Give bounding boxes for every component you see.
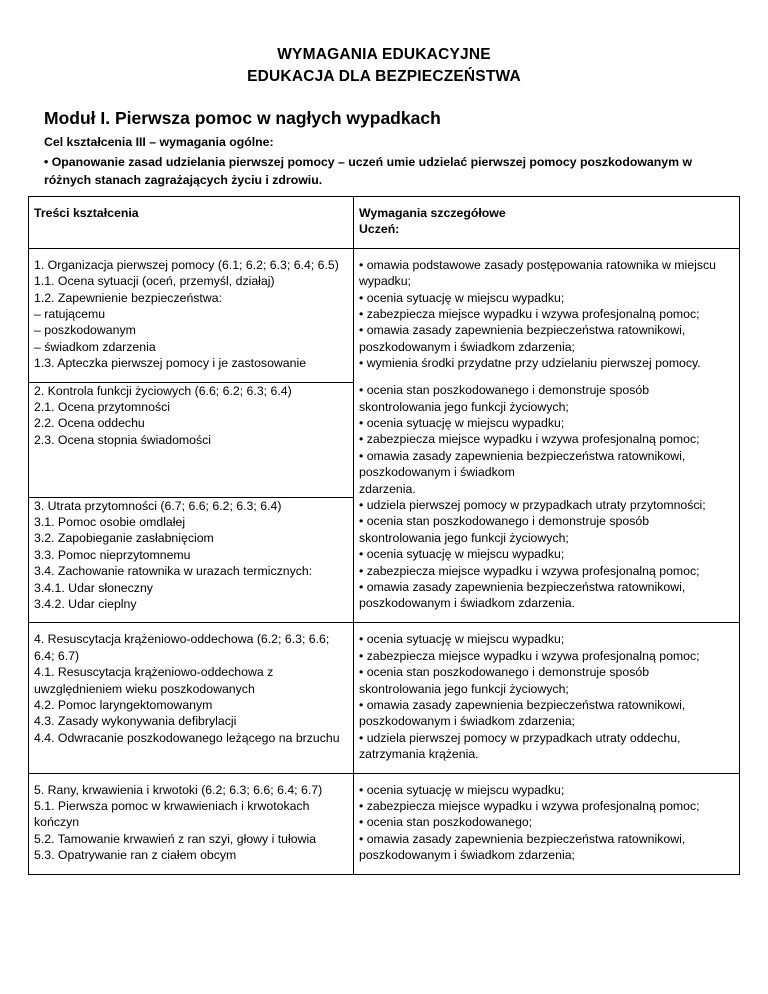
header-requirements-cell [354, 197, 740, 249]
requirement-line: • zabezpiecza miejsce wypadku i wzywa profesjonalną pomoc; [359, 563, 700, 578]
requirement-line: • ocenia stan poszkodowanego i demonstruje sposób skontrolowania jego funkcji życiowych; [359, 514, 650, 545]
requirement-line: • ocenia stan poszkodowanego i demonstruje sposób skontrolowania jego funkcji życiowych; [359, 383, 650, 414]
content-cell [29, 382, 354, 497]
requirement-line: • omawia zasady zapewnienia bezpieczeństwa ratownikowi, poszkodowanym i świadkom zdarzenia; [359, 831, 686, 863]
content-cell [29, 773, 354, 874]
content-line: 1.1. Ocena sytuacji (oceń, przemyśl, działaj) [34, 274, 275, 289]
requirement-line: • ocenia sytuację w miejscu wypadku; [359, 547, 565, 562]
requirement-line: zdarzenia. [359, 481, 416, 496]
requirement-line: • zabezpiecza miejsce wypadku i wzywa profesjonalną pomoc; [359, 432, 700, 447]
content-line: 1. Organizacja pierwszej pomocy (6.1; 6.2; 6.3; 6.4; 6.5) [34, 257, 339, 272]
requirement-line: • zabezpiecza miejsce wypadku i wzywa profesjonalną pomoc; [359, 648, 700, 663]
goal-bullet: • Opanowanie zasad udzielania pierwszej pomocy – uczeń umie udzielać pierwszej pomocy poszkodowanym w różnych stanach zagrażających życiu i zdrowiu. [44, 155, 693, 187]
requirements-cell [354, 382, 740, 497]
content-line: 4. Resuscytacja krążeniowo-oddechowa (6.2; 6.3; 6.6; 6.4; 6.7) [34, 632, 330, 663]
goal-label: Cel kształcenia III – wymagania ogólne: [44, 135, 274, 149]
content-line: – świadkom zdarzenia [34, 339, 156, 354]
content-line: 4.4. Odwracanie poszkodowanego leżącego na brzuchu [34, 730, 340, 745]
requirement-line: • ocenia stan poszkodowanego i demonstruje sposób skontrolowania jego funkcji życiowych; [359, 665, 650, 696]
requirement-line: • ocenia sytuację w miejscu wypadku; [359, 290, 565, 305]
content-line: 2.3. Ocena stopnia świadomości [34, 432, 212, 447]
requirement-line: • ocenia sytuację w miejscu wypadku; [359, 415, 565, 430]
document-title-line2: EDUKACJA DLA BEZPIECZEŃSTWA [247, 68, 521, 85]
table-row [29, 497, 740, 623]
requirement-line: • udziela pierwszej pomocy w przypadkach utraty przytomności; [359, 498, 706, 512]
content-cell [29, 497, 354, 623]
content-line: 3.4. Zachowanie ratownika w urazach termicznych: [34, 564, 313, 579]
content-line: – poszkodowanym [34, 323, 136, 338]
requirement-line: • omawia podstawowe zasady postępowania ratownika w miejscu wypadku; [359, 257, 716, 289]
table-row [29, 623, 740, 773]
requirements-cell [354, 623, 740, 773]
content-cell [29, 623, 354, 773]
content-line: – ratującemu [34, 307, 106, 322]
table-row [29, 773, 740, 874]
content-line: 4.1. Resuscytacja krążeniowo-oddechowa z uwzględnieniem wieku poszkodowanych [34, 665, 274, 696]
table-row [29, 382, 740, 497]
table-row [29, 248, 740, 382]
requirement-line: • ocenia stan poszkodowanego; [359, 815, 533, 830]
requirement-line: • omawia zasady zapewnienia bezpieczeństwa ratownikowi, poszkodowanym i świadkom zdarzenia. [359, 580, 686, 611]
content-line: 1.2. Zapewnienie bezpieczeństwa: [34, 290, 222, 305]
header-col1-label: Treści kształcenia [34, 206, 139, 220]
requirements-cell [354, 497, 740, 623]
requirement-line: • ocenia sytuację w miejscu wypadku; [359, 782, 565, 797]
requirement-line: • udziela pierwszej pomocy w przypadkach utraty oddechu, zatrzymania krążenia. [359, 730, 681, 762]
content-line: 4.3. Zasady wykonywania defibrylacji [34, 714, 237, 729]
requirement-line: • zabezpiecza miejsce wypadku i wzywa profesjonalną pomoc; [359, 799, 700, 813]
content-line: 4.2. Pomoc laryngektomowanym [34, 697, 213, 712]
content-cell [29, 248, 354, 382]
requirements-cell [354, 248, 740, 382]
header-col2-sublabel: Uczeń: [359, 222, 400, 237]
content-line: 3.4.2. Udar cieplny [34, 596, 137, 611]
requirement-line: • wymienia środki przydatne przy udzielaniu pierwszej pomocy. [359, 356, 701, 371]
content-line: 3.1. Pomoc osobie omdlałej [34, 514, 186, 529]
requirement-line: • zabezpiecza miejsce wypadku i wzywa profesjonalną pomoc; [359, 307, 700, 322]
requirement-line: • omawia zasady zapewnienia bezpieczeństwa ratownikowi, poszkodowanym i świadkom zdarzenia; [359, 697, 686, 729]
content-line: 2.1. Ocena przytomności [34, 400, 171, 415]
content-line: 3.3. Pomoc nieprzytomnemu [34, 547, 191, 562]
content-line: 5.1. Pierwsza pomoc w krwawieniach i krwotokach kończyn [34, 799, 310, 830]
content-line: 2. Kontrola funkcji życiowych (6.6; 6.2; 6.3; 6.4) [34, 383, 292, 398]
content-line: 5. Rany, krwawienia i krwotoki (6.2; 6.3; 6.6; 6.4; 6.7) [34, 782, 323, 797]
header-content-cell [29, 197, 354, 249]
requirement-line: • ocenia sytuację w miejscu wypadku; [359, 632, 565, 647]
content-line: 5.2. Tamowanie krwawień z ran szyi, głowy i tułowia [34, 831, 317, 846]
document-title-line1: WYMAGANIA EDUKACYJNE [277, 46, 491, 63]
requirements-cell [354, 773, 740, 874]
requirements-table [28, 196, 740, 875]
module-heading: Moduł I. Pierwsza pomoc w nagłych wypadkach [44, 108, 441, 128]
content-line: 2.2. Ocena oddechu [34, 416, 145, 431]
requirement-line: • omawia zasady zapewnienia bezpieczeństwa ratownikowi, poszkodowanym i świadkom zdarzenia; [359, 323, 686, 354]
content-line: 1.3. Apteczka pierwszej pomocy i je zastosowanie [34, 356, 307, 371]
requirement-line: • omawia zasady zapewnienia bezpieczeństwa ratownikowi, poszkodowanym i świadkom [359, 448, 686, 480]
content-line: 5.3. Opatrywanie ran z ciałem obcym [34, 848, 237, 863]
content-line: 3. Utrata przytomności (6.7; 6.6; 6.2; 6.3; 6.4) [34, 498, 282, 513]
header-col2-label: Wymagania szczegółowe [359, 206, 506, 220]
content-line: 3.4.1. Udar słoneczny [34, 580, 153, 595]
content-line: 3.2. Zapobieganie zasłabnięciom [34, 531, 214, 546]
table-header-row [29, 197, 740, 249]
